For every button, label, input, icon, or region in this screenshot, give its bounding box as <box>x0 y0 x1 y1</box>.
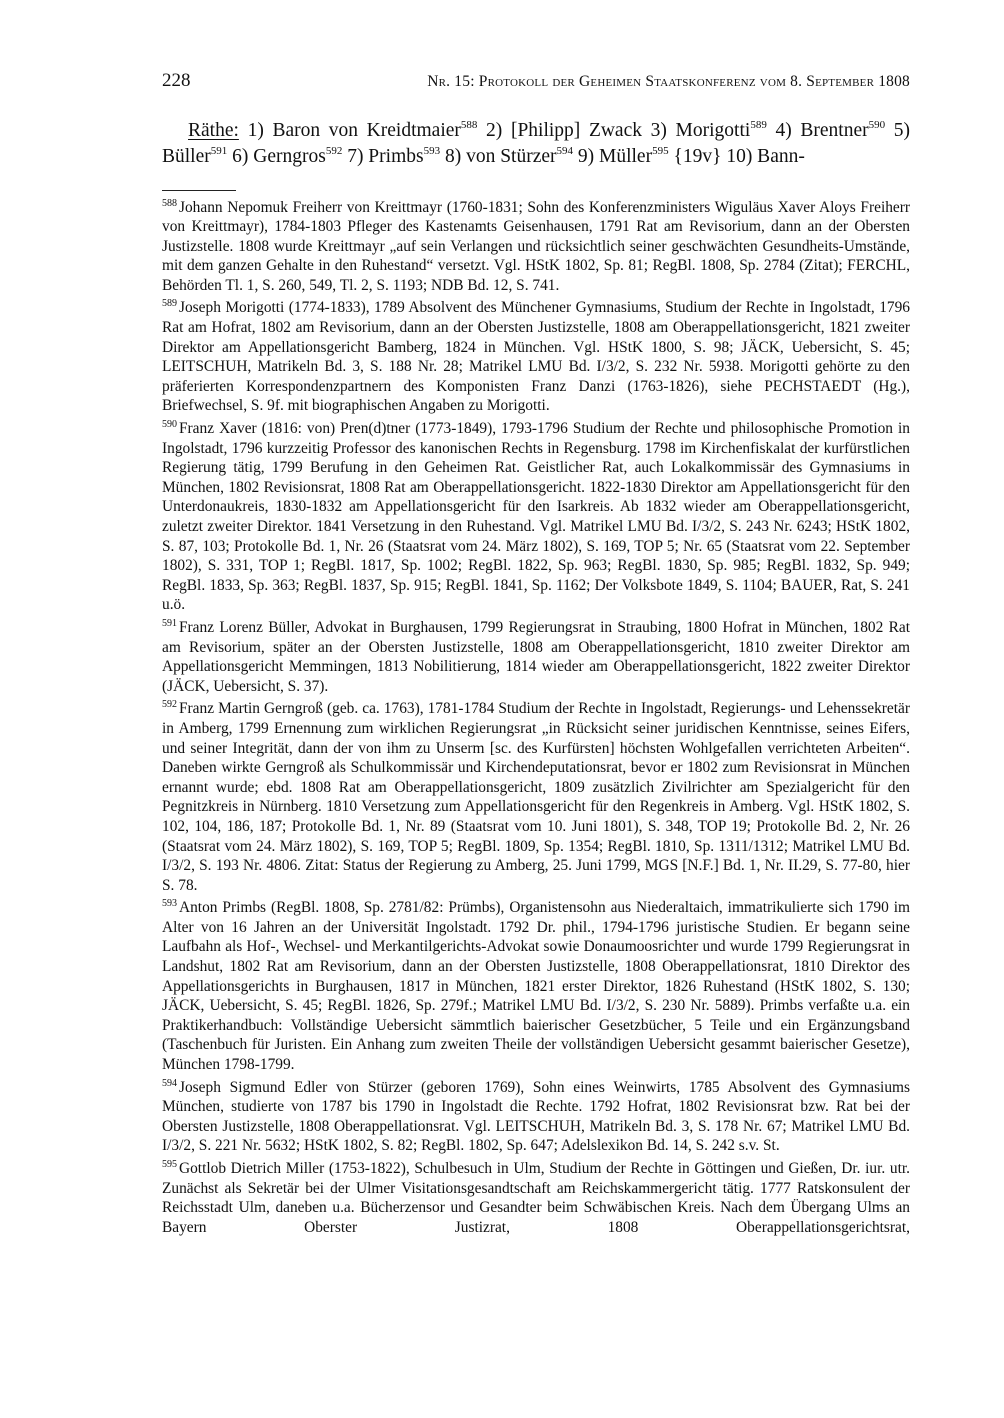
footnote-ref[interactable]: 590 <box>868 119 886 131</box>
footnote-text: Franz Martin Gerngroß (geb. ca. 1763), 1781-1784 Studium der Rechte in Ingolstadt, Regierungs- und Lehenssekretär in Amberg, 1799 Ernennung zum wirklichen Regierungsrat „in Rücksicht seiner juridischen Kenntnisse, seines Eifers, und seiner Integrität, dann der von ihm zu Unserm [sc. des Kurfürsten] höchsten Wohlgefallen verrichteten Arbeiten“. Daneben wirkte Gerngroß als Schulkommissär und Kirchendeputationsrat, bevor er 1802 zum Revisionsrat in München ernannt wurde; ebd. 1808 Rat am Oberappellationsgericht, 1809 zusätzlich Zivilrichter am Spezialgericht für den Pegnitzkreis in Nürnberg. 1810 Versetzung zum Appellationsgericht für den Regenkreis in Amberg. Vgl. HStK 1802, S. 102, 104, 186, 187; Protokolle Bd. 1, Nr. 89 (Staatsrat vom 10. Juni 1801), S. 348, TOP 19; Protokolle Bd. 2, Nr. 26 (Staatsrat vom 24. März 1802), S. 169, TOP 5; RegBl. 1809, Sp. 1354; RegBl. 1810, Sp. 1311/1312; Matrikel LMU Bd. I/3/2, S. 193 Nr. 4806. Zitat: Status der Regierung zu Amberg, 25. Juni 1799, MGS [N.F.] Bd. 1, Nr. II.29, S. 77-80, hier S. 78. <box>162 700 910 894</box>
footnote-text: Franz Xaver (1816: von) Pren(d)tner (1773-1849), 1793-1796 Studium der Rechte und philosophische Promotion in Ingolstadt, 1796 kurzzeitig Professor des kanonischen Rechts in Regensburg. 1798 im Kirchenfiskalat der kurfürstlichen Regierung tätig, 1799 Berufung in den Geheimen Rat. Geistlicher Rat, auch Lokalkommissär des Gymnasiums in München, 1802 Revisionsrat, 1808 Rat am Oberappellationsgericht. 1822-1830 Direktor am Appellationsgericht für den Unterdonaukreis, 1830-1832 am Appellationsgericht für den Isarkreis. Ab 1832 wieder am Oberappellationsgericht, zuletzt zweiter Direktor. 1841 Versetzung in den Ruhestand. Vgl. Matrikel LMU Bd. I/3/2, S. 243 Nr. 6243; HStK 1802, S. 87, 103; Protokolle Bd. 1, Nr. 26 (Staatsrat vom 24. März 1802), S. 169, TOP 5; Nr. 65 (Staatsrat vom 22. September 1802), S. 331, TOP 1; RegBl. 1817, Sp. 1002; RegBl. 1822, Sp. 963; RegBl. 1830, Sp. 985; RegBl. 1832, Sp. 949; RegBl. 1833, Sp. 363; RegBl. 1837, Sp. 915; RegBl. 1841, Sp. 1162; Der Volksbote 1849, S. 1104; BAUER, Rat, S. 241 u.ö. <box>162 420 910 614</box>
member-entry: 5) Büller <box>162 120 910 167</box>
footnote-number: 593 <box>162 898 177 910</box>
footnote-text: Gottlob Dietrich Miller (1753-1822), Schulbesuch in Ulm, Studium der Rechte in Göttingen und Gießen, Dr. iur. utr. Zunächst als Sekretär bei der Ulmer Visitationsgesandtschaft am Reichskammergericht tätig. 1777 Ratskonsulent der Reichsstadt Ulm, daneben u.a. Bücherzensor und Gesandter beim Schwäbischen Kreis. Nach dem Übergang Ulms an Bayern Oberster Justizrat, 1808 Oberappellationsgerichtsrat, <box>162 1160 910 1236</box>
footnotes <box>162 198 910 1238</box>
footnote-ref[interactable]: 595 <box>652 145 669 157</box>
member-entry: {19v} 10) Bann- <box>668 146 805 167</box>
footnote-ref[interactable]: 594 <box>556 145 574 157</box>
footnote-589 <box>162 298 910 416</box>
footnote-595 <box>162 1159 910 1237</box>
running-head: Nr. 15: Protokoll der Geheimen Staatskonferenz vom 8. September 1808 <box>427 73 910 90</box>
footnote-number: 591 <box>162 617 177 629</box>
member-entry: 8) von Stürzer <box>440 146 557 167</box>
footnote-text: Joseph Morigotti (1774-1833), 1789 Absolvent des Münchener Gymnasiums, Studium der Rechte in Ingolstadt, 1796 Rat am Hofrat, 1802 am Revisorium, dann an der Obersten Justizstelle, 1808 am Oberappellationsgericht, 1821 zweiter Direktor am Appellationsgericht Bamberg, 1824 in München. Vgl. HStK 1800, S. 98; JÄCK, Uebersicht, S. 45; LEITSCHUH, Matrikeln Bd. 3, S. 188 Nr. 28; Matrikel LMU Bd. I/3/2, S. 232 Nr. 5938. Morigotti gehörte zu den präferierten Korrespondenzpartnern des Komponisten Franz Danzi (1763-1826), siehe PECHSTAEDT (Hg.), Briefwechsel, S. 9f. mit biographischen Angaben zu Morigotti. <box>162 299 910 415</box>
member-entry: 6) Gerngros <box>227 146 326 167</box>
footnote-number: 595 <box>162 1159 177 1170</box>
footnote-ref[interactable]: 593 <box>423 145 441 157</box>
document-page <box>162 70 910 1240</box>
footnote-593 <box>162 898 910 1074</box>
footnote-number: 588 <box>162 197 177 209</box>
member-entry: 4) Brentner <box>766 120 869 141</box>
footnote-text: Anton Primbs (RegBl. 1808, Sp. 2781/82: Prümbs), Organistensohn aus Niederaltaich, immatrikulierte sich 1790 im Alter von 16 Jahren an der Universität Ingolstadt. 1792 Dr. phil., 1794-1796 juristische Studien. Er begann seine Laufbahn als Hof-, Wechsel- und Merkantilgerichts-Advokat sowie Donaumoosrichter und wurde 1799 Regierungsrat in Landshut, 1802 Rat am Revisorium, dann an der Obersten Justizstelle, 1808 Oberappellationsrat, 1810 Direktor des Appellationsgerichts in Burghausen, 1817 in München, 1821 erster Direktor, 1826 Ruhestand (HStK 1802, S. 130; JÄCK, Uebersicht, S. 45; RegBl. 1826, Sp. 279f.; Matrikel LMU Bd. I/3/2, S. 230 Nr. 5889). Primbs verfaßte u.a. ein Praktikerhandbuch: Vollständige Uebersicht sämmtlich baierischer Gesetzbücher, 5 Teile und ein Ergänzungsband (Taschenbuch für Juristen. Ein Anhang zum zweiten Theile der vollständigen Uebersicht gesammt baierischer Gesetze), München 1798-1799. <box>162 899 910 1074</box>
footnote-separator <box>162 190 236 191</box>
footnote-590 <box>162 419 910 615</box>
footnote-text: Joseph Sigmund Edler von Stürzer (geboren 1769), Sohn eines Weinwirts, 1785 Absolvent des Gymnasiums München, studierte von 1787 bis 1790 in Ingolstadt die Rechte. 1792 Hofrat, 1802 Revisionsrat bzw. Rat bei der Obersten Justizstelle, 1808 Oberappellationsrat. Vgl. LEITSCHUH, Matrikeln Bd. 3, S. 178 Nr. 67; Matrikel LMU Bd. I/3/2, S. 221 Nr. 5632; HStK 1802, S. 82; RegBl. 1802, Sp. 647; Adelslexikon Bd. 14, S. 242 s.v. St. <box>162 1078 910 1155</box>
footnote-ref[interactable]: 588 <box>460 119 478 131</box>
footnote-ref[interactable]: 589 <box>750 119 767 131</box>
member-entry: 1) Baron von Kreidtmaier <box>238 120 461 141</box>
footnote-594 <box>162 1078 910 1156</box>
footnote-text: Johann Nepomuk Freiherr von Kreittmayr (1760-1831; Sohn des Konferenzministers Wiguläus Xaver Aloys Freiherr von Kreittmayr), 1784-1803 Pfleger des Kastenamts Geisenhausen, 1791 Rat am Revisorium, dann an der Obersten Justizstelle. 1808 wurde Kreittmayr „auf sein Verlangen und rücksichtlich seiner geschwächten Gesundheits-Umstände, mit dem ganzen Gehalte in den Ruhestand“ versetzt. Vgl. HStK 1802, Sp. 81; RegBl. 1808, Sp. 2784 (Zitat); FERCHL, Behörden Tl. 1, S. 260, 549, Tl. 2, S. 1193; NDB Bd. 12, S. 741. <box>162 198 910 294</box>
member-entry: 9) Müller <box>573 146 653 167</box>
footnote-number: 594 <box>162 1077 177 1089</box>
main-text <box>162 118 910 170</box>
member-entry: 7) Primbs <box>342 146 424 167</box>
page-number: 228 <box>162 70 191 91</box>
footnote-ref[interactable]: 592 <box>325 145 343 157</box>
footnote-number: 589 <box>162 298 177 310</box>
footnote-text: Franz Lorenz Büller, Advokat in Burghausen, 1799 Regierungsrat in Straubing, 1800 Hofrat in München, 1802 Rat am Revisorium, später an der Obersten Justizstelle, 1808 am Oberappellationsgericht, 1810 zweiter Direktor am Appellationsgericht Memmingen, 1813 Nobilitierung, 1814 wieder am Oberappellationsgericht, 1822 zweiter Direktor (JÄCK, Uebersicht, S. 37). <box>162 618 910 695</box>
footnote-number: 590 <box>162 419 177 431</box>
footnote-591 <box>162 618 910 696</box>
raethe-heading: Räthe: <box>188 120 239 141</box>
footnote-number: 592 <box>162 699 177 711</box>
member-entry: 2) [Philipp] Zwack 3) Morigotti <box>477 120 751 141</box>
page-header <box>162 70 910 100</box>
footnote-588 <box>162 198 910 296</box>
footnote-592 <box>162 699 910 895</box>
footnote-ref[interactable]: 591 <box>210 145 228 157</box>
